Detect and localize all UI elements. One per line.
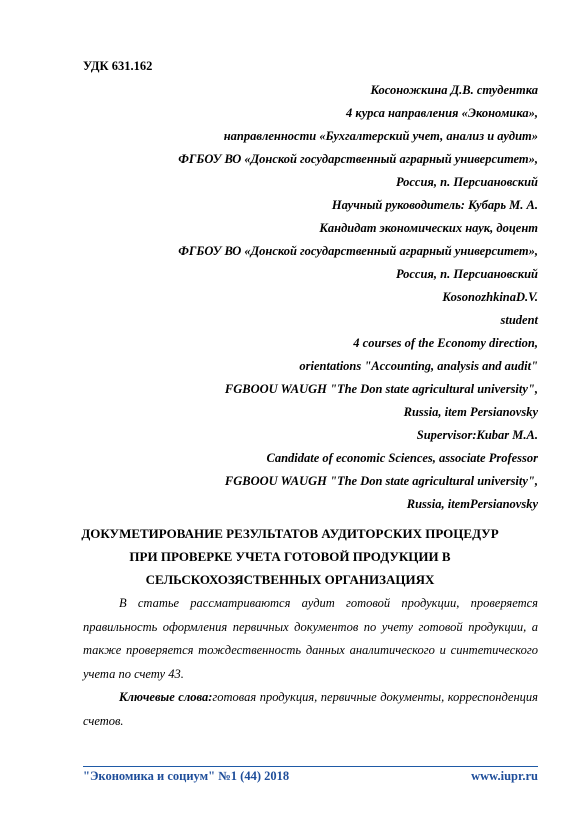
author-line-en: KosonozhkinaD.V.: [442, 290, 538, 304]
author-line-en: orientations "Accounting, analysis and audit": [299, 359, 538, 373]
author-line-en: 4 courses of the Economy direction,: [353, 336, 538, 350]
author-line: Косоножкина Д.В. студентка: [370, 83, 538, 97]
author-line: Россия, п. Персиановский: [395, 175, 538, 189]
author-line-en: FGBOOU WAUGH "The Don state agricultural university",: [224, 382, 538, 396]
author-line: направленности «Бухгалтерский учет, анализ и аудит»: [223, 129, 538, 143]
supervisor-line: Кандидат экономических наук, доцент: [319, 221, 538, 235]
footer-website[interactable]: www.iupr.ru: [471, 769, 538, 783]
title-line: ДОКУМЕТИРОВАНИЕ РЕЗУЛЬТАТОВ АУДИТОРСКИХ ПРОЦЕДУР: [81, 526, 499, 541]
title-line: ПРИ ПРОВЕРКЕ УЧЕТА ГОТОВОЙ ПРОДУКЦИИ В: [129, 549, 451, 564]
supervisor-line: Научный руководитель: Кубарь М. А.: [331, 198, 538, 212]
keywords-text: готовая продукция, первичные документы, корреспонденция счетов.: [83, 690, 538, 728]
author-line: 4 курса направления «Экономика»,: [346, 106, 538, 120]
author-info-block: [178, 79, 538, 516]
supervisor-line-en: Candidate of economic Sciences, associate Professor: [266, 451, 538, 465]
author-line-en: Russia, item Persianovsky: [403, 405, 538, 419]
keywords-paragraph: [83, 686, 538, 733]
title-line: СЕЛЬСКОХОЗЯСТВЕННЫХ ОРГАНИЗАЦИЯХ: [145, 572, 435, 587]
article-title: [60, 522, 520, 591]
author-line: ФГБОУ ВО «Донской государственный аграрный университет»,: [178, 152, 538, 166]
abstract-section: [83, 592, 538, 733]
abstract-text: В статье рассматриваются аудит готовой продукции, проверяется правильность оформления первичных документов по учету готовой продукции, а также проверяется тождественность данных аналитического и синтетического учета по счету 43.: [83, 596, 538, 681]
supervisor-line-en: FGBOOU WAUGH "The Don state agricultural university",: [224, 474, 538, 488]
supervisor-line: ФГБОУ ВО «Донской государственный аграрный университет»,: [178, 244, 538, 258]
supervisor-line-en: Russia, itemPersianovsky: [406, 497, 538, 511]
footer-journal: "Экономика и социум" №1 (44) 2018: [83, 769, 290, 783]
supervisor-line-en: Supervisor:Kubar M.A.: [416, 428, 538, 442]
udk-code: УДК 631.162: [83, 59, 153, 73]
supervisor-line: Россия, п. Персиановский: [395, 267, 538, 281]
author-line-en: student: [500, 313, 538, 327]
footer-divider: [83, 766, 538, 767]
keywords-label: Ключевые слова:: [119, 690, 213, 704]
